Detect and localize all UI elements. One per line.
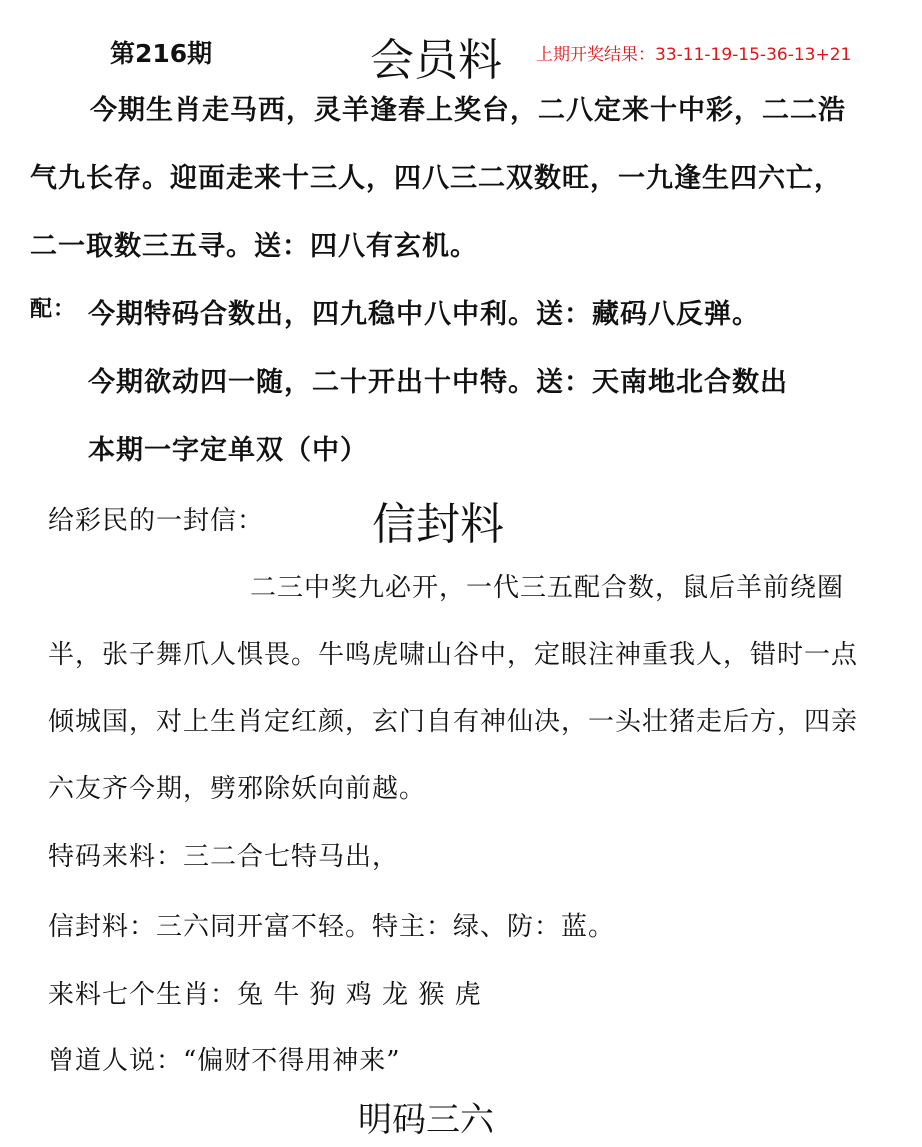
letter-line-1: 二三中奖九必开，一代三五配合数，鼠后羊前绕圈 xyxy=(250,573,845,603)
footer-title: 明码三六 xyxy=(358,1100,494,1140)
issue-number: 第216期 xyxy=(110,39,213,68)
special-code-note: 特码来料：三二合七特马出， xyxy=(48,842,400,872)
letter-line-2: 半，张子舞爪人惧畏。牛鸣虎啸山谷中，定眼注神重我人，错时一点 xyxy=(48,640,859,670)
pairing-line-3: 本期一字定单双（中） xyxy=(88,435,368,466)
section-title-envelope: 信封料 xyxy=(372,499,504,550)
pairing-line-2: 今期欲动四一随，二十开出十中特。送：天南地北合数出 xyxy=(88,367,788,398)
saying-note: 曾道人说：“偏财不得用神来” xyxy=(48,1046,401,1076)
letter-line-3: 倾城国，对上生肖定红颜，玄门自有神仙决，一头壮猪走后方，四亲 xyxy=(48,707,859,737)
poem-line-2: 气九长存。迎面走来十三人，四八三二双数旺，一九逢生四六亡， xyxy=(30,163,842,194)
previous-draw-result: 上期开奖结果：33-11-19-15-36-13+21 xyxy=(536,45,852,65)
pairing-line-1: 今期特码合数出，四九稳中八中利。送：藏码八反弹。 xyxy=(88,299,760,330)
letter-line-4: 六友齐今期，劈邪除妖向前越。 xyxy=(48,774,427,804)
page-title: 会员料 xyxy=(370,35,502,86)
pairing-prefix: 配： xyxy=(30,296,77,322)
envelope-note: 信封料：三六同开富不轻。特主：绿、防：蓝。 xyxy=(48,912,616,942)
poem-line-3: 二一取数三五寻。送：四八有玄机。 xyxy=(30,231,478,262)
poem-line-1: 今期生肖走马西，灵羊逢春上奖台，二八定来十中彩，二二浩 xyxy=(90,95,846,126)
zodiac-note: 来料七个生肖：兔 牛 狗 鸡 龙 猴 虎 xyxy=(48,980,482,1010)
letter-intro: 给彩民的一封信： xyxy=(48,506,265,536)
